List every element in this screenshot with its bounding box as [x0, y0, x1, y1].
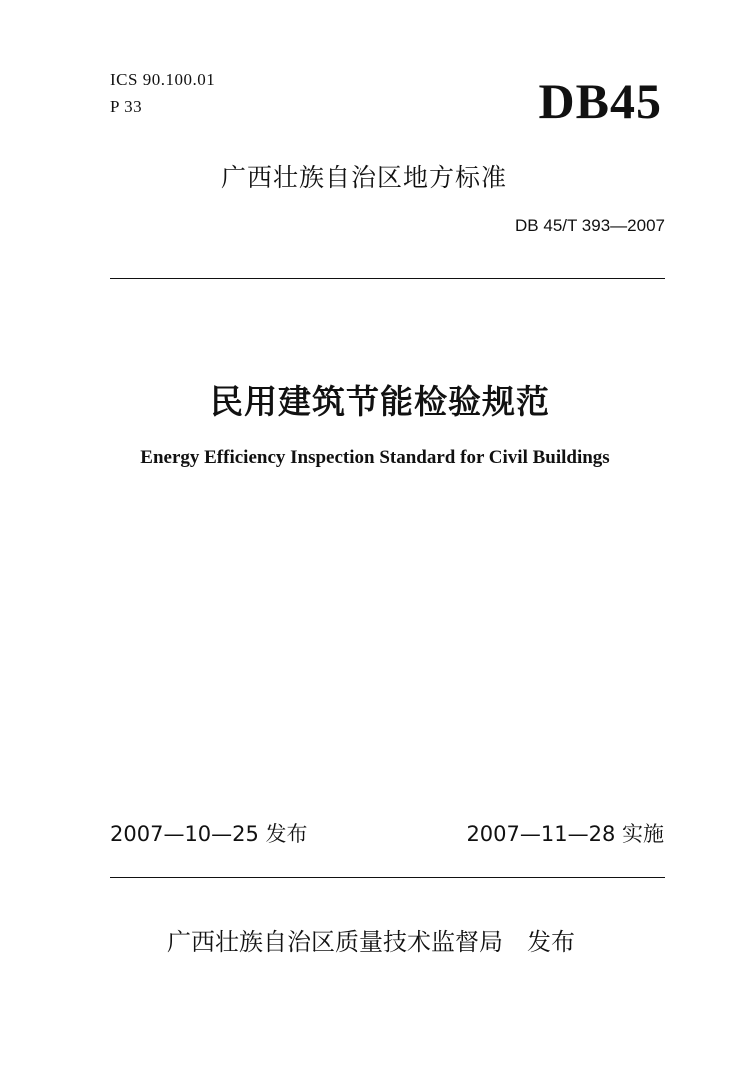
- publisher: [0, 922, 750, 957]
- document-title-english: Energy Efficiency Inspection Standard for Civil Buildings: [140, 447, 610, 468]
- ics-code: ICS 90.100.01: [110, 70, 216, 89]
- top-divider: [110, 278, 665, 279]
- standard-number: DB 45/T 393—2007: [515, 216, 665, 235]
- standard-category-text: 广西壮族自治区地方标准: [220, 163, 507, 192]
- db-logo: DB45: [538, 73, 662, 129]
- document-title-chinese-text: 民用建筑节能检验规范: [210, 382, 550, 421]
- bottom-divider: [110, 877, 665, 878]
- publisher-text: 广西壮族自治区质量技术监督局 发布: [167, 928, 575, 956]
- classification-code: P 33: [110, 97, 143, 116]
- issue-date: 2007—10—25 发布: [110, 822, 308, 846]
- document-title-chinese: [0, 376, 750, 423]
- effective-date: 2007—11—28 实施: [466, 822, 664, 846]
- standard-category: [0, 158, 750, 194]
